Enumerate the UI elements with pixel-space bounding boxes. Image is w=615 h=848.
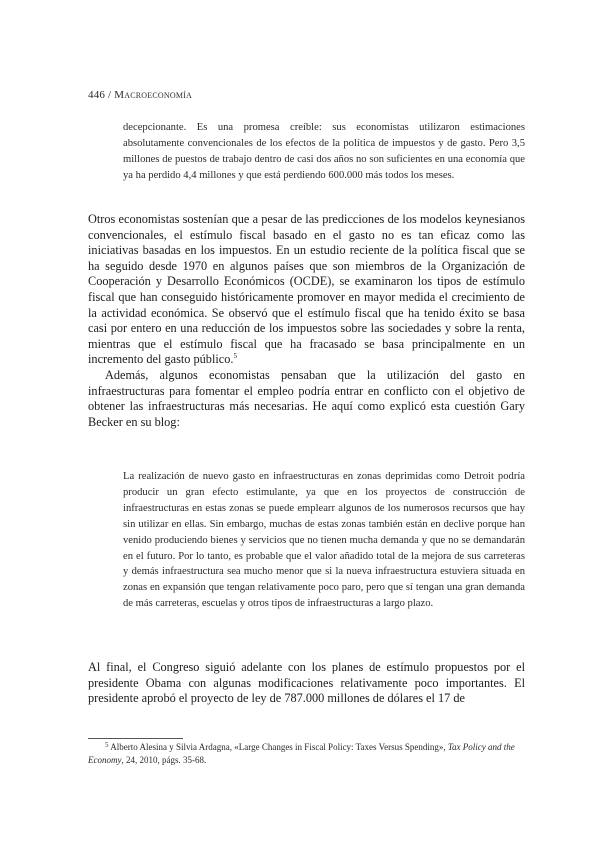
footnote-reference[interactable]: 5: [233, 352, 237, 361]
header-separator: /: [105, 89, 115, 101]
footnote-divider: [88, 738, 183, 739]
body-text-section: [88, 212, 525, 430]
footnote-number: 5: [105, 741, 109, 749]
block-quote-becker: La realización de nuevo gasto en infraestructuras en zonas deprimidas como Detroit podría producir un gran efecto estimulante, ya que en los proyectos de construcción de infraestructuras en estas zonas se puede emplearr algunos de los numerosos recursos que hay sin utilizar en ellas. Sin embargo, muchas de estas zonas también están en declive porque han venido produciendo bienes y servicios que no tienen mucha demanda y que no se demandarán en el futuro. Por lo tanto, es probable que el valor añadido total de la mejora de sus carreteras y demás infraestructura sea mucho menor que si la nueva infraestructura estuviera situada en zonas en expansión que tengan relativamente poco paro, pero que sí tengan una gran demanda de más carreteras, escuelas y otros tipos de infraestructuras a largo plazo.: [123, 471, 525, 610]
body-text-section: [88, 660, 525, 707]
footnote-text: Alberto Alesina y Silvia Ardagna, «Large Changes in Fiscal Policy: Taxes Versus Spending»,: [110, 742, 448, 752]
running-header: [88, 89, 192, 101]
paragraph: Además, algunos economistas pensaban que la utilización del gasto en infraestructuras para fomentar el empleo podría entrar en conflicto con el objetivo de obtener las infraestructuras más necesarias. He aquí como explicó esta cuestión Gary Becker en su blog:: [88, 367, 525, 429]
footnote-citation: , 24, 2010, págs. 35-68.: [121, 755, 207, 765]
page-number: 446: [88, 89, 106, 101]
footnote-journal: Tax Policy and the Economy: [88, 742, 515, 765]
book-title: Macroeconomía: [114, 89, 192, 101]
paragraph: [88, 212, 525, 368]
paragraph-text: Otros economistas sostenían que a pesar de las predicciones de los modelos keynesianos convencionales, el estímulo fiscal basado en el gasto no es tan eficaz como las iniciativas basadas en los impuestos. En un estudio reciente de la política fiscal que se ha seguido desde 1970 en algunos países que son miembros de la Organización de Cooperación y Desarrollo Económicos (OCDE), se examinaron los tipos de estímulo fiscal que han conseguido históricamente promover en mayor medida el crecimiento de la actividad económica. Se observó que el estímulo fiscal que ha tenido éxito se basa casi por entero en una reducción de los impuestos sobre las sociedades y sobre la renta, mientras que el estímulo fiscal que ha fracasado se basa principalmente en un incremento del gasto público.: [88, 212, 525, 367]
footnote: [88, 741, 525, 767]
block-quote-continued: decepcionante. Es una promesa creíble: sus economistas utilizaron estimaciones absolutamente convencionales de los efectos de la política de impuestos y de gasto. Pero 3,5 millones de puestos de trabajo dentro de casi dos años no son suficientes en una economía que ya ha perdido 4,4 millones y que está perdiendo 600.000 más todos los meses.: [123, 122, 525, 181]
paragraph: Al final, el Congreso siguió adelante con los planes de estímulo propuestos por el presidente Obama con algunas modificaciones relativamente poco importantes. El presidente aprobó el proyecto de ley de 787.000 millones de dólares el 17 de: [88, 660, 525, 706]
